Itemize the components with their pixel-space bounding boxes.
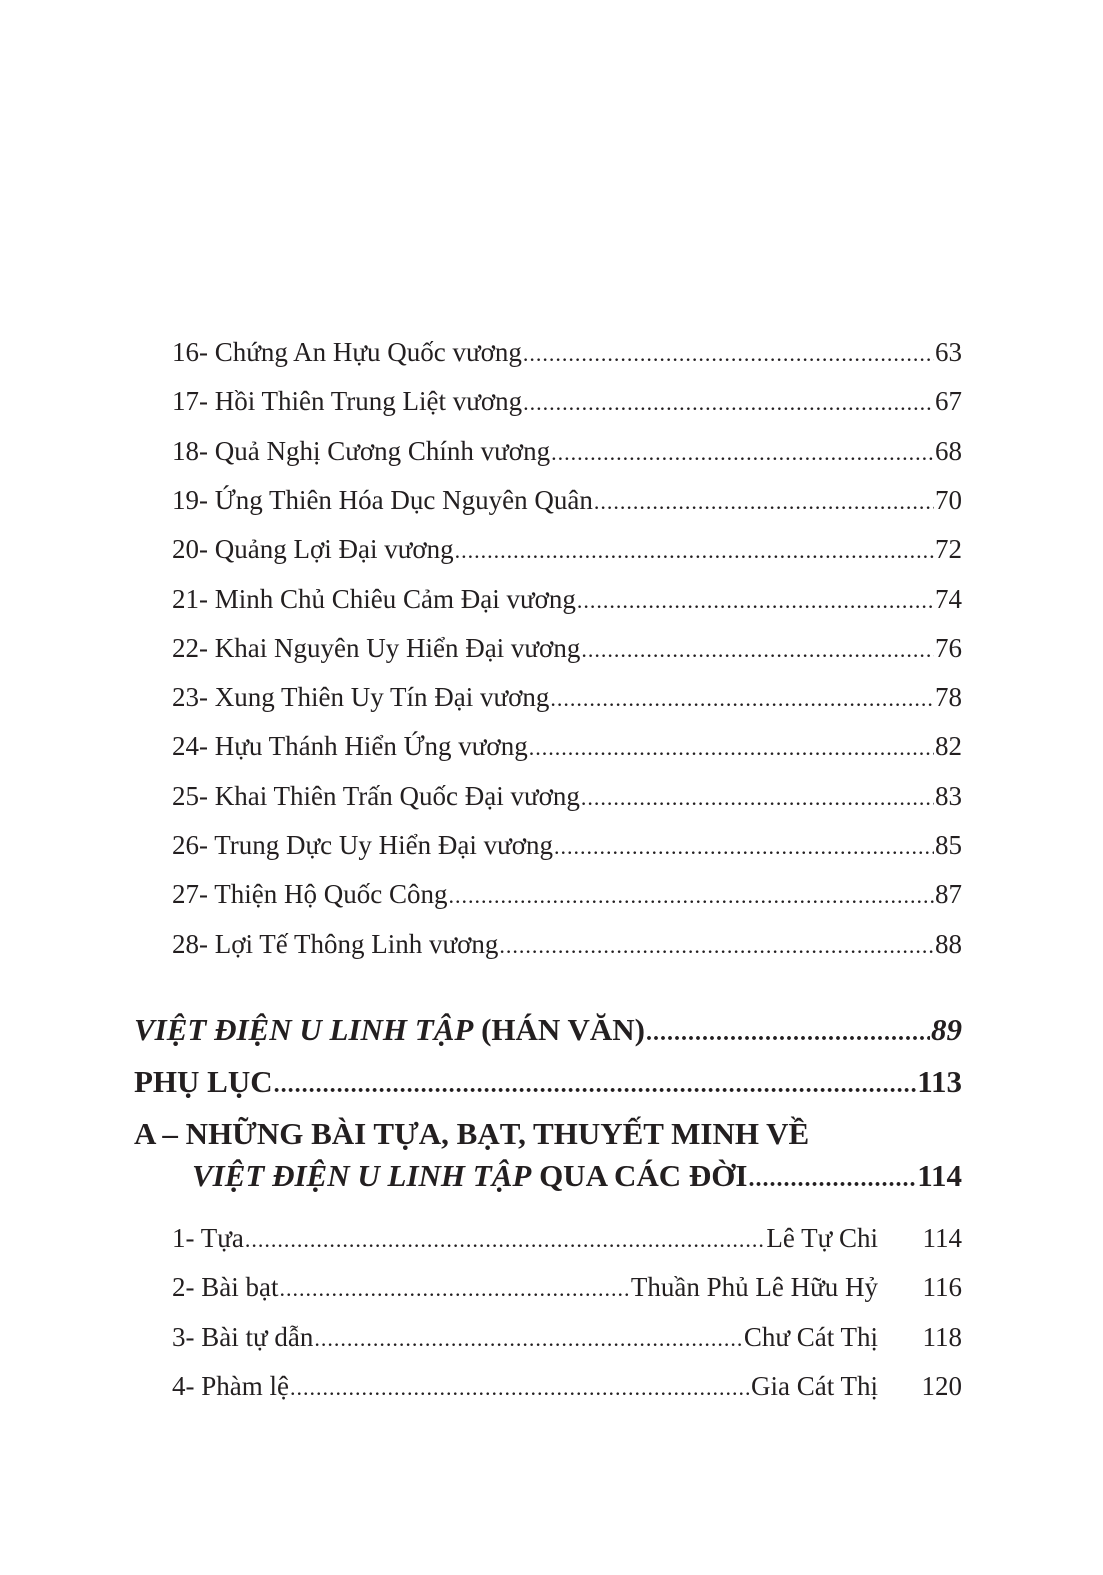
toc-entry	[172, 728, 962, 764]
dot-leader	[523, 385, 934, 421]
dot-leader	[551, 435, 934, 471]
entry-title: 18- Quả Nghị Cương Chính vương	[172, 435, 551, 466]
page-number: 67	[935, 386, 962, 417]
entry-title: 25- Khai Thiên Trấn Quốc Đại vương	[172, 780, 580, 811]
page-number: 116	[922, 1272, 962, 1303]
entry-title: 24- Hựu Thánh Hiển Ứng vương	[172, 731, 528, 762]
page-number: 88	[935, 928, 962, 959]
section-title-italic: VIỆT ĐIỆN U LINH TẬP	[134, 1012, 474, 1047]
dot-leader	[646, 1013, 930, 1053]
page-number: 63	[935, 337, 962, 367]
dot-leader	[274, 1065, 917, 1105]
toc-entry	[172, 581, 962, 617]
entry-author: Chư Cát Thị	[743, 1321, 878, 1352]
section-part-a-line1	[134, 1114, 962, 1154]
entry-title: 1- Tựa	[172, 1223, 244, 1253]
toc-entry	[172, 531, 962, 567]
page-number: 89	[931, 1012, 962, 1047]
dot-leader	[290, 1370, 750, 1406]
sub-entry	[172, 1319, 962, 1355]
dot-leader	[550, 681, 934, 717]
toc-entry	[172, 679, 962, 715]
section-title-rest: (HÁN VĂN)	[473, 1012, 645, 1047]
section-title-rest: QUA CÁC ĐỜI	[531, 1158, 748, 1193]
page-number: 70	[935, 484, 962, 515]
page-number: 72	[935, 534, 962, 565]
entry-title: 26- Trung Dực Uy Hiển Đại vương	[172, 830, 554, 860]
section-title: A – NHỮNG BÀI TỰA, BẠT, THUYẾT MINH VỀ	[134, 1116, 810, 1151]
entry-title: 27- Thiện Hộ Quốc Công	[172, 879, 448, 910]
page-number: 113	[917, 1064, 962, 1099]
toc-entry	[172, 383, 962, 419]
page-number: 68	[935, 435, 962, 466]
section-title: PHỤ LỤC	[134, 1064, 273, 1099]
entry-author: Lê Tự Chi	[766, 1223, 878, 1253]
dot-leader	[577, 583, 934, 619]
dot-leader	[529, 730, 934, 766]
sub-entry	[172, 1368, 962, 1404]
page-number: 76	[935, 632, 962, 663]
page-number: 85	[935, 830, 962, 860]
page-number: 78	[935, 682, 962, 713]
toc-entry	[172, 876, 962, 912]
dot-leader	[455, 533, 934, 569]
toc-entry	[172, 778, 962, 814]
toc-entry	[172, 334, 962, 370]
page-number: 82	[935, 731, 962, 762]
page-number: 74	[935, 583, 962, 614]
entry-title: 22- Khai Nguyên Uy Hiển Đại vương	[172, 632, 581, 663]
sub-entry	[172, 1269, 962, 1305]
page-number: 87	[935, 879, 962, 910]
dot-leader	[279, 1271, 629, 1307]
toc-entry	[172, 827, 962, 863]
dot-leader	[581, 780, 934, 816]
sub-entry	[172, 1220, 962, 1256]
toc-entry	[172, 433, 962, 469]
page-number: 114	[922, 1223, 962, 1253]
dot-leader	[581, 632, 934, 668]
dot-leader	[314, 1321, 742, 1357]
entry-title: 17- Hồi Thiên Trung Liệt vương	[172, 386, 523, 417]
entry-author: Thuần Phủ Lê Hữu Hỷ	[630, 1272, 878, 1303]
page-number: 114	[917, 1158, 962, 1193]
toc-entry	[172, 482, 962, 518]
toc-entry	[172, 926, 962, 962]
section-han-van	[134, 1010, 962, 1050]
entry-title: 4- Phàm lệ	[172, 1370, 289, 1401]
page-number: 83	[935, 780, 962, 811]
section-phu-luc	[134, 1062, 962, 1102]
entry-title: 23- Xung Thiên Uy Tín Đại vương	[172, 682, 550, 713]
dot-leader	[245, 1222, 765, 1258]
dot-leader	[499, 928, 934, 964]
entry-title: 19- Ứng Thiên Hóa Dục Nguyên Quân	[172, 484, 593, 515]
entry-title: 21- Minh Chủ Chiêu Cảm Đại vương	[172, 583, 576, 614]
page-number: 118	[922, 1321, 962, 1352]
dot-leader	[523, 336, 934, 372]
entry-author: Gia Cát Thị	[751, 1370, 878, 1401]
entry-title: 2- Bài bạt	[172, 1272, 279, 1303]
dot-leader	[448, 878, 934, 914]
entry-title: 16- Chứng An Hựu Quốc vương	[172, 337, 522, 367]
section-part-a-line2	[192, 1156, 962, 1196]
page-number: 120	[921, 1370, 962, 1401]
entry-title: 20- Quảng Lợi Đại vương	[172, 534, 454, 565]
toc-entry	[172, 630, 962, 666]
dot-leader	[554, 829, 934, 865]
dot-leader	[748, 1159, 916, 1199]
section-title-italic: VIỆT ĐIỆN U LINH TẬP	[192, 1158, 532, 1193]
dot-leader	[594, 484, 934, 520]
entry-title: 28- Lợi Tế Thông Linh vương	[172, 928, 499, 959]
entry-title: 3- Bài tự dẫn	[172, 1321, 314, 1352]
